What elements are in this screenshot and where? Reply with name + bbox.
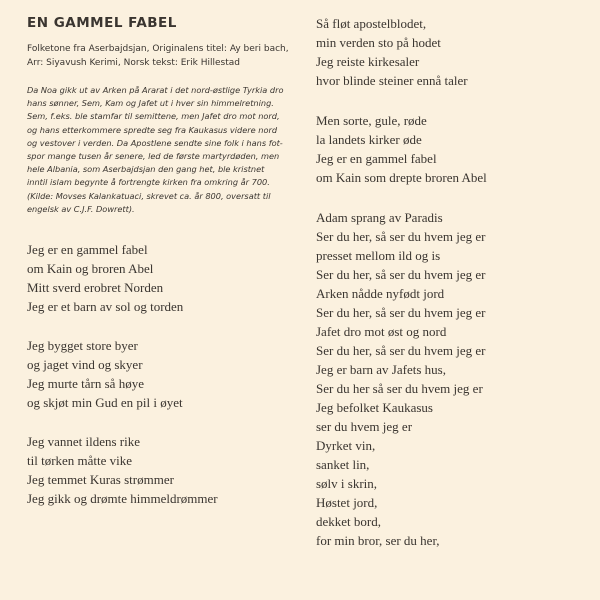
verse-line: Ser du her, så ser du hvem jeg er (316, 229, 486, 244)
verse-line: ser du hvem jeg er (316, 419, 413, 434)
verse-line: Adam sprang av Paradis (316, 210, 443, 225)
verse-line: Jafet dro mot øst og nord (316, 324, 447, 339)
intro-line: inntil islam begynte å fortrengte kirken fra omkring år 700. (27, 177, 270, 188)
stanza (316, 111, 586, 187)
stanza (27, 336, 297, 412)
song-title: EN GAMMEL FABEL (27, 15, 177, 31)
verse-line: Jeg er et barn av sol og torden (27, 299, 184, 315)
verse-line: presset mellom ild og is (316, 248, 441, 263)
verse-line: dekket bord, (316, 514, 381, 529)
verse-line: Jeg vannet ildens rike (27, 434, 140, 450)
intro-line: og vestover i verden. Da Apostlene sendte sine folk i hans fot- (27, 137, 283, 148)
right-column (316, 14, 586, 571)
intro-line: og hans etterkommere spredte seg fra Kaukasus videre nord (27, 124, 278, 135)
intro-line: Sem, f.eks. ble stamfar til semittene, men Jafet dro mot nord, (27, 111, 280, 122)
credits-line: Folketone fra Aserbajdsjan, Originalens titel: Ay beri bach, (27, 44, 289, 54)
verse-line: Jeg er en gammel fabel (27, 242, 148, 258)
verse-line: Høstet jord, (316, 495, 378, 510)
intro-line: Da Noa gikk ut av Arken på Ararat i det nord-østlige Tyrkia dro (27, 85, 284, 95)
stanza (27, 432, 297, 508)
verse-line: Ser du her så ser du hvem jeg er (316, 381, 483, 396)
verse-line: om Kain og broren Abel (27, 261, 154, 277)
intro-line: engelsk av C.J.F. Dowrett). (27, 203, 135, 214)
verse-line: om Kain som drepte broren Abel (316, 170, 487, 185)
verse-line: Ser du her, så ser du hvem jeg er (316, 267, 486, 282)
verse-line: til tørken måtte vike (27, 453, 133, 469)
verse-line: og jaget vind og skyer (27, 357, 143, 373)
stanza (316, 14, 586, 90)
verse-line: min verden sto på hodet (316, 35, 441, 50)
intro-line: spor mange tusen år senere, led de første martyrdøden, men (27, 151, 280, 162)
verse-line: og skjøt min Gud en pil i øyet (27, 395, 183, 411)
verse-line: Jeg reiste kirkesaler (316, 54, 420, 69)
verse-line: Dyrket vin, (316, 438, 376, 453)
verse-line: Jeg gikk og drømte himmeldrømmer (27, 491, 218, 507)
verse-line: Jeg befolket Kaukasus (316, 400, 433, 415)
verse-line: hvor blinde steiner ennå taler (316, 73, 468, 88)
verse-line: Mitt sverd erobret Norden (27, 280, 164, 296)
intro-line: (Kilde: Movses Kalankatuaci, skrevet ca. år 800, oversatt til (27, 190, 271, 201)
verse-line: Ser du her, så ser du hvem jeg er (316, 343, 486, 358)
verse-line: Arken nådde nyfødt jord (316, 286, 445, 301)
verse-line: sølv i skrin, (316, 476, 378, 491)
stanza (316, 208, 586, 550)
verse-line: Så fløt apostelblodet, (316, 16, 427, 31)
credits-line: Arr: Siyavush Kerimi, Norsk tekst: Erik Hillestad (27, 58, 240, 68)
verse-line: Jeg er en gammel fabel (316, 151, 437, 166)
stanza (27, 240, 297, 316)
left-column (27, 14, 297, 528)
verse-line: Jeg temmet Kuras strømmer (27, 472, 174, 488)
song-credits (27, 42, 297, 70)
verse-line: Ser du her, så ser du hvem jeg er (316, 305, 486, 320)
intro-line: hele Albania, som Aserbajdsjan den gang het, ble kristnet (27, 164, 265, 175)
verse-line: for min bror, ser du her, (316, 533, 440, 548)
verse-line: Jeg er barn av Jafets hus, (316, 362, 446, 377)
verse-line: sanket lin, (316, 457, 370, 472)
verse-line: Men sorte, gule, røde (316, 113, 427, 128)
verse-line: Jeg bygget store byer (27, 338, 138, 354)
verse-line: la landets kirker øde (316, 132, 422, 147)
intro-line: hans sønner, Sem, Kam og Jafet ut i hver sin himmelretning. (27, 98, 274, 109)
verse-line: Jeg murte tårn så høye (27, 376, 144, 392)
intro-text (27, 84, 297, 216)
